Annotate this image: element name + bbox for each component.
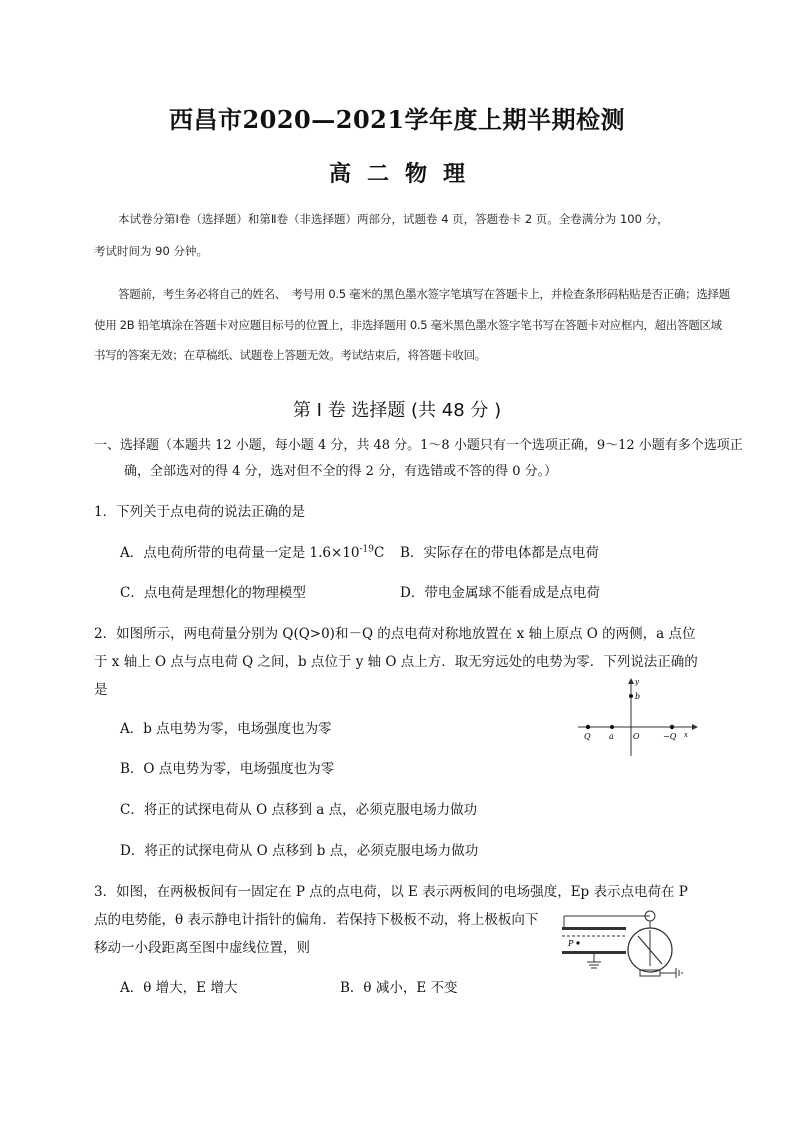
lower-plate [562, 951, 626, 954]
q3-option-b: B．θ 减小，E 不变 [340, 980, 458, 996]
point-a-dot [610, 725, 614, 729]
x-axis-arrow [692, 724, 698, 730]
q2-axis-figure [574, 676, 704, 760]
q1-option-a-text: A．点电荷所带的电荷量一定是 1.6×10 [120, 545, 360, 561]
charge-neg-q-dot [670, 725, 674, 729]
q3-stem-line-2: 点的电势能，θ 表示静电计指针的偏角．若保持下极板不动，将上极板向下 [94, 912, 539, 928]
charge-q-label: Q [584, 732, 591, 741]
intro-line-1: 本试卷分第Ⅰ卷（选择题）和第Ⅱ卷（非选择题）两部分，试题卷 4 页，答题卷卡 2 页。全卷满分为 100 分， [118, 212, 669, 226]
q1-option-b: B．实际存在的带电体都是点电荷 [400, 545, 599, 561]
q1-option-a [120, 541, 384, 561]
subject-title: 高二物理 [328, 161, 481, 187]
q2-stem-line-2: 于 x 轴上 O 点与点电荷 Q 之间，b 点位于 y 轴 O 点上方．取无穷远处的电势为零．下列说法正确的 [94, 654, 698, 670]
q2-option-d: D．将正的试探电荷从 O 点移到 b 点，必须克服电场力做功 [120, 843, 479, 859]
q1-option-a-unit: C [374, 545, 385, 561]
intro-line-5: 书写的答案无效；在草稿纸、试题卷上答题无效。考试结束后，将答题卡收回。 [94, 348, 486, 362]
point-b-dot [629, 694, 633, 698]
q1-option-d: D．带电金属球不能看成是点电荷 [400, 585, 600, 601]
page-title: 西昌市2020—2021学年度上期半期检测 [168, 105, 626, 134]
section-instruction-2: 确，全部选对的得 4 分，选对但不全的得 2 分，有选错或不答的得 0 分。） [124, 464, 558, 479]
q2-stem-line-1: 2．如图所示，两电荷量分别为 Q(Q>0)和－Q 的点电荷对称地放置在 x 轴上原点 O 的两侧，a 点位 [94, 626, 696, 642]
q2-option-a: A．b 点电势为零，电场强度也为零 [120, 721, 332, 737]
q2-stem-line-3: 是 [94, 682, 108, 698]
q1-option-a-exponent: -19 [359, 544, 374, 555]
point-p-dot [576, 941, 579, 944]
charge-q-dot [586, 725, 590, 729]
upper-plate [562, 927, 626, 930]
q2-option-b: B．O 点电势为零，电场强度也为零 [120, 761, 335, 777]
y-axis-arrow [628, 678, 634, 684]
q3-capacitor-figure [560, 906, 690, 980]
intro-line-3: 答题前，考生务必将自己的姓名、 考号用 0.5 毫米的黑色墨水签字笔填写在答题卡上，并检查条形码粘贴是否正确；选择题 [118, 287, 730, 301]
charge-neg-q-label: −Q [663, 732, 677, 741]
q3-stem-line-1: 3．如图，在两极板间有一固定在 P 点的点电荷，以 E 表示两板间的电场强度，Ep 表示点电荷在 P [94, 884, 688, 900]
q3-option-a: A．θ 增大，E 增大 [120, 980, 238, 996]
point-p-label: P [568, 939, 574, 948]
intro-line-2: 考试时间为 90 分钟。 [94, 244, 208, 258]
q2-option-c: C．将正的试探电荷从 O 点移到 a 点，必须克服电场力做功 [120, 802, 478, 818]
origin-label: O [633, 732, 640, 741]
q1-option-c: C．点电荷是理想化的物理模型 [120, 585, 306, 601]
section-title: 第 I 卷 选择题 (共 48 分 ) [292, 400, 502, 421]
point-b-label: b [635, 692, 641, 701]
section-instruction-1: 一、选择题（本题共 12 小题，每小题 4 分，共 48 分。1～8 小题只有一个选项正确，9～12 小题有多个选项正 [94, 438, 743, 453]
q3-stem-line-3: 移动一小段距离至图中虚线位置，则 [94, 940, 310, 956]
point-a-label: a [609, 732, 614, 741]
y-axis-label: y [635, 678, 639, 686]
intro-line-4: 使用 2B 铅笔填涂在答题卡对应题目标号的位置上，非选择题用 0.5 毫米黑色墨水签字笔书写在答题卡对应框内，超出答题区域 [94, 318, 722, 332]
x-axis-label: x [684, 731, 688, 739]
q1-stem: 1．下列关于点电荷的说法正确的是 [94, 504, 306, 520]
